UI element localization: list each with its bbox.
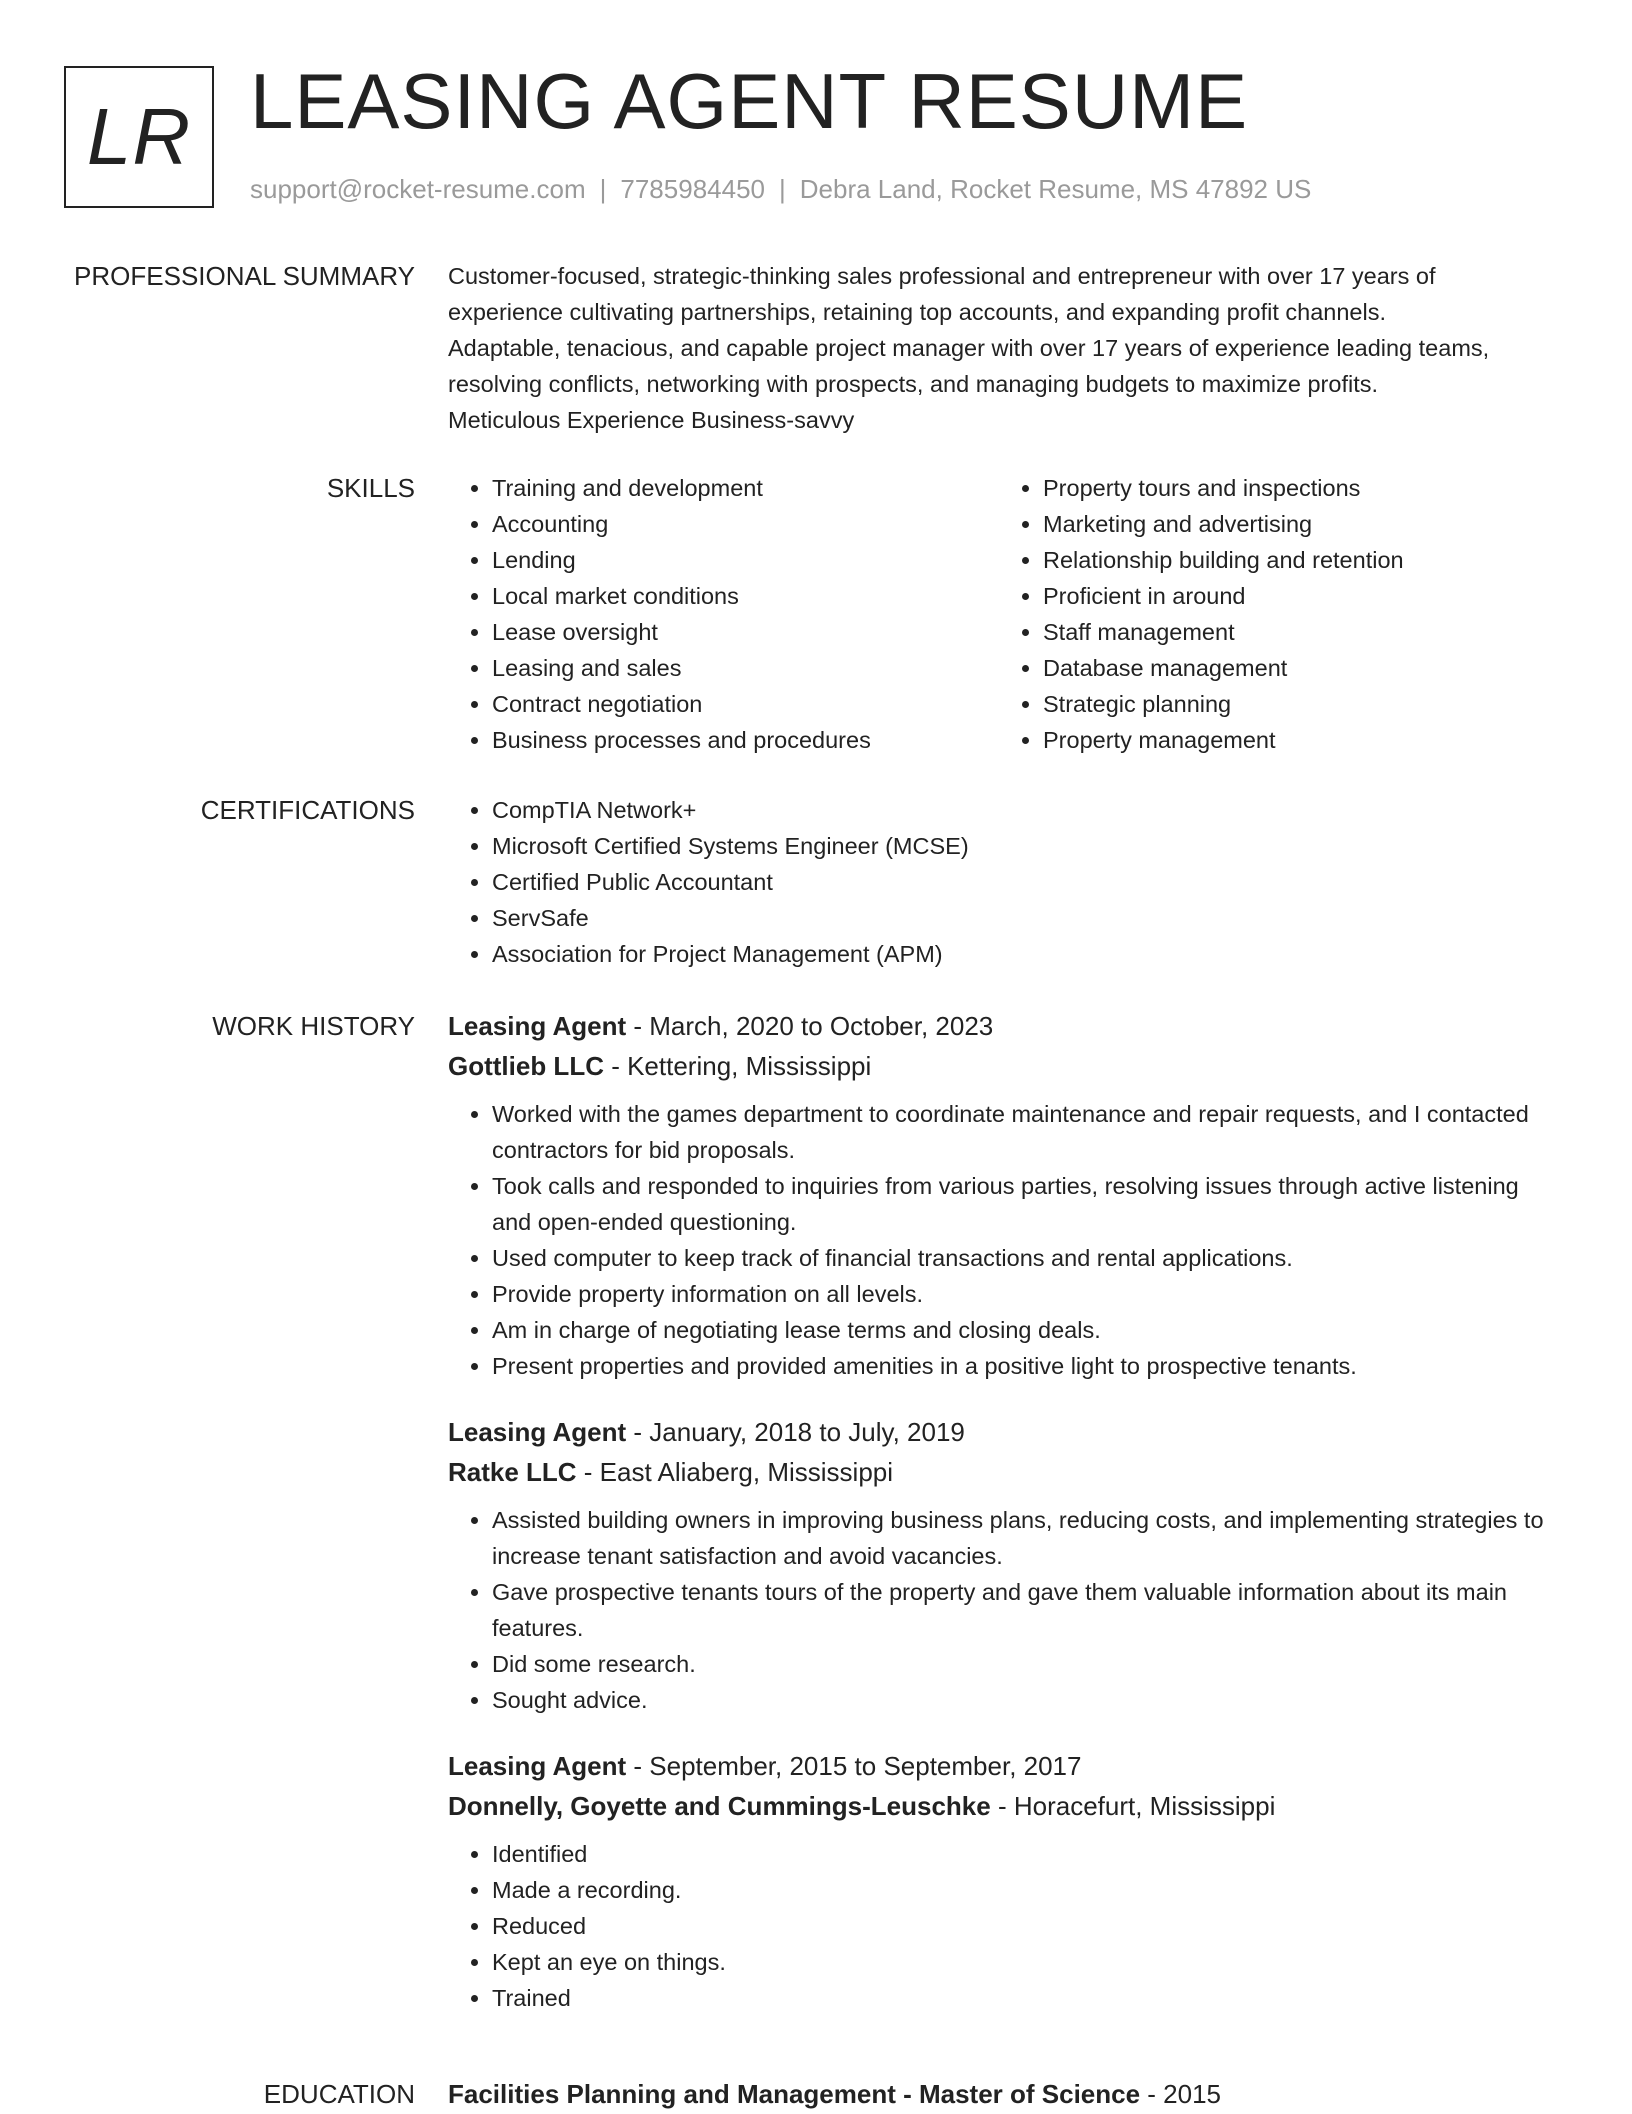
summary-line: experience cultivating partnerships, retaining top accounts, and expanding profit channels.	[448, 299, 1386, 325]
certification-item: • Microsoft Certified Systems Engineer (MCSE)	[492, 828, 1548, 864]
contact-email[interactable]: support@rocket-resume.com	[250, 174, 586, 204]
job-duties-list	[448, 1836, 1548, 2016]
job-duties-list	[448, 1096, 1548, 1384]
job-duty-item: • Sought advice.	[492, 1682, 1548, 1718]
skill-item: • Database management	[1043, 650, 1404, 686]
certification-item: • Association for Project Management (APM)	[492, 936, 1548, 972]
job-company: Donnelly, Goyette and Cummings-Leuschke	[448, 1791, 991, 1821]
job-entry	[448, 1746, 1548, 2016]
skill-item: • Property management	[1043, 722, 1404, 758]
work-history-heading: WORK HISTORY	[212, 1011, 415, 1041]
skills-heading: SKILLS	[326, 473, 415, 503]
job-title: Leasing Agent	[448, 1417, 627, 1447]
job-dates: - March, 2020 to October, 2023	[626, 1011, 994, 1041]
skill-item: • Staff management	[1043, 614, 1404, 650]
job-duty-item: • Worked with the games department to coordinate maintenance and repair requests, and I contacted contractors for bid proposals.	[492, 1096, 1548, 1168]
job-title-line	[448, 1412, 1548, 1452]
skill-item: • Business processes and procedures	[492, 722, 999, 758]
job-duty-item: • Assisted building owners in improving business plans, reducing costs, and implementing strategies to increase tenant satisfaction and avoid vacancies.	[492, 1502, 1548, 1574]
skill-item: • Proficient in around	[1043, 578, 1404, 614]
job-location: - Kettering, Mississippi	[603, 1051, 872, 1081]
skill-item: • Contract negotiation	[492, 686, 999, 722]
summary-heading: PROFESSIONAL SUMMARY	[74, 261, 415, 291]
job-title: Leasing Agent	[448, 1751, 627, 1781]
job-duty-item: • Am in charge of negotiating lease terms and closing deals.	[492, 1312, 1548, 1348]
summary-text	[448, 258, 1548, 438]
certification-item: • CompTIA Network+	[492, 792, 1548, 828]
job-title-line	[448, 1746, 1548, 1786]
job-entry	[448, 1006, 1548, 1384]
certifications-list	[448, 792, 1548, 972]
contact-phone: 7785984450	[620, 174, 765, 204]
skill-item: • Lending	[492, 542, 999, 578]
job-dates: - September, 2015 to September, 2017	[626, 1751, 1082, 1781]
monogram-logo: LR	[64, 66, 214, 208]
skill-item: • Property tours and inspections	[1043, 470, 1404, 506]
education-degree: Facilities Planning and Management - Master of Science	[448, 2079, 1141, 2109]
job-title: Leasing Agent	[448, 1011, 627, 1041]
education-entry	[448, 2074, 1548, 2114]
job-title-line	[448, 1006, 1548, 1046]
certification-item: • Certified Public Accountant	[492, 864, 1548, 900]
summary-line: Meticulous Experience Business-savvy	[448, 407, 855, 433]
skills-columns	[448, 470, 1548, 758]
skill-item: • Marketing and advertising	[1043, 506, 1404, 542]
job-duty-item: • Did some research.	[492, 1646, 1548, 1682]
skill-item: • Relationship building and retention	[1043, 542, 1404, 578]
job-company-line	[448, 1786, 1548, 1826]
job-duty-item: • Used computer to keep track of financial transactions and rental applications.	[492, 1240, 1548, 1276]
skill-item: • Accounting	[492, 506, 999, 542]
skill-item: • Strategic planning	[1043, 686, 1404, 722]
resume-title: LEASING AGENT RESUME	[250, 57, 1249, 145]
education-heading: EDUCATION	[263, 2079, 415, 2109]
education-year: - 2015	[1140, 2079, 1222, 2109]
skill-item: • Local market conditions	[492, 578, 999, 614]
job-entry	[448, 1412, 1548, 1718]
certifications-heading: CERTIFICATIONS	[200, 795, 415, 825]
contact-separator: |	[599, 174, 607, 204]
contact-separator: |	[779, 174, 786, 204]
job-duty-item: • Made a recording.	[492, 1872, 1548, 1908]
skill-item: • Training and development	[492, 470, 999, 506]
job-duty-item: • Gave prospective tenants tours of the property and gave them valuable information about its main features.	[492, 1574, 1548, 1646]
job-company-line	[448, 1046, 1548, 1086]
job-company: Gottlieb LLC	[448, 1051, 604, 1081]
work-history-body	[448, 1006, 1548, 2044]
job-duty-item: • Took calls and responded to inquiries from various parties, resolving issues through active listening and open-ended questioning.	[492, 1168, 1548, 1240]
job-duty-item: • Identified	[492, 1836, 1548, 1872]
skills-list-right	[999, 470, 1404, 758]
job-dates: - January, 2018 to July, 2019	[626, 1417, 965, 1447]
certifications-body	[448, 792, 1548, 972]
summary-line: resolving conflicts, networking with prospects, and managing budgets to maximize profits.	[448, 371, 1379, 397]
skill-item: • Lease oversight	[492, 614, 999, 650]
job-duties-list	[448, 1502, 1548, 1718]
job-location: - Horacefurt, Mississippi	[990, 1791, 1276, 1821]
job-duty-item: • Provide property information on all levels.	[492, 1276, 1548, 1312]
job-duty-item: • Reduced	[492, 1908, 1548, 1944]
job-location: - East Aliaberg, Mississippi	[576, 1457, 894, 1487]
contact-address: Debra Land, Rocket Resume, MS 47892 US	[799, 174, 1312, 204]
skill-item: • Leasing and sales	[492, 650, 999, 686]
certification-item: • ServSafe	[492, 900, 1548, 936]
job-company: Ratke LLC	[448, 1457, 577, 1487]
contact-line	[250, 174, 1311, 205]
job-duty-item: • Kept an eye on things.	[492, 1944, 1548, 1980]
summary-line: Adaptable, tenacious, and capable project manager with over 17 years of experience leading teams,	[448, 335, 1490, 361]
summary-line: Customer-focused, strategic-thinking sales professional and entrepreneur with over 17 years of	[448, 263, 1436, 289]
skills-list-left	[448, 470, 999, 758]
job-company-line	[448, 1452, 1548, 1492]
job-duty-item: • Trained	[492, 1980, 1548, 2016]
job-duty-item: • Present properties and provided amenities in a positive light to prospective tenants.	[492, 1348, 1548, 1384]
